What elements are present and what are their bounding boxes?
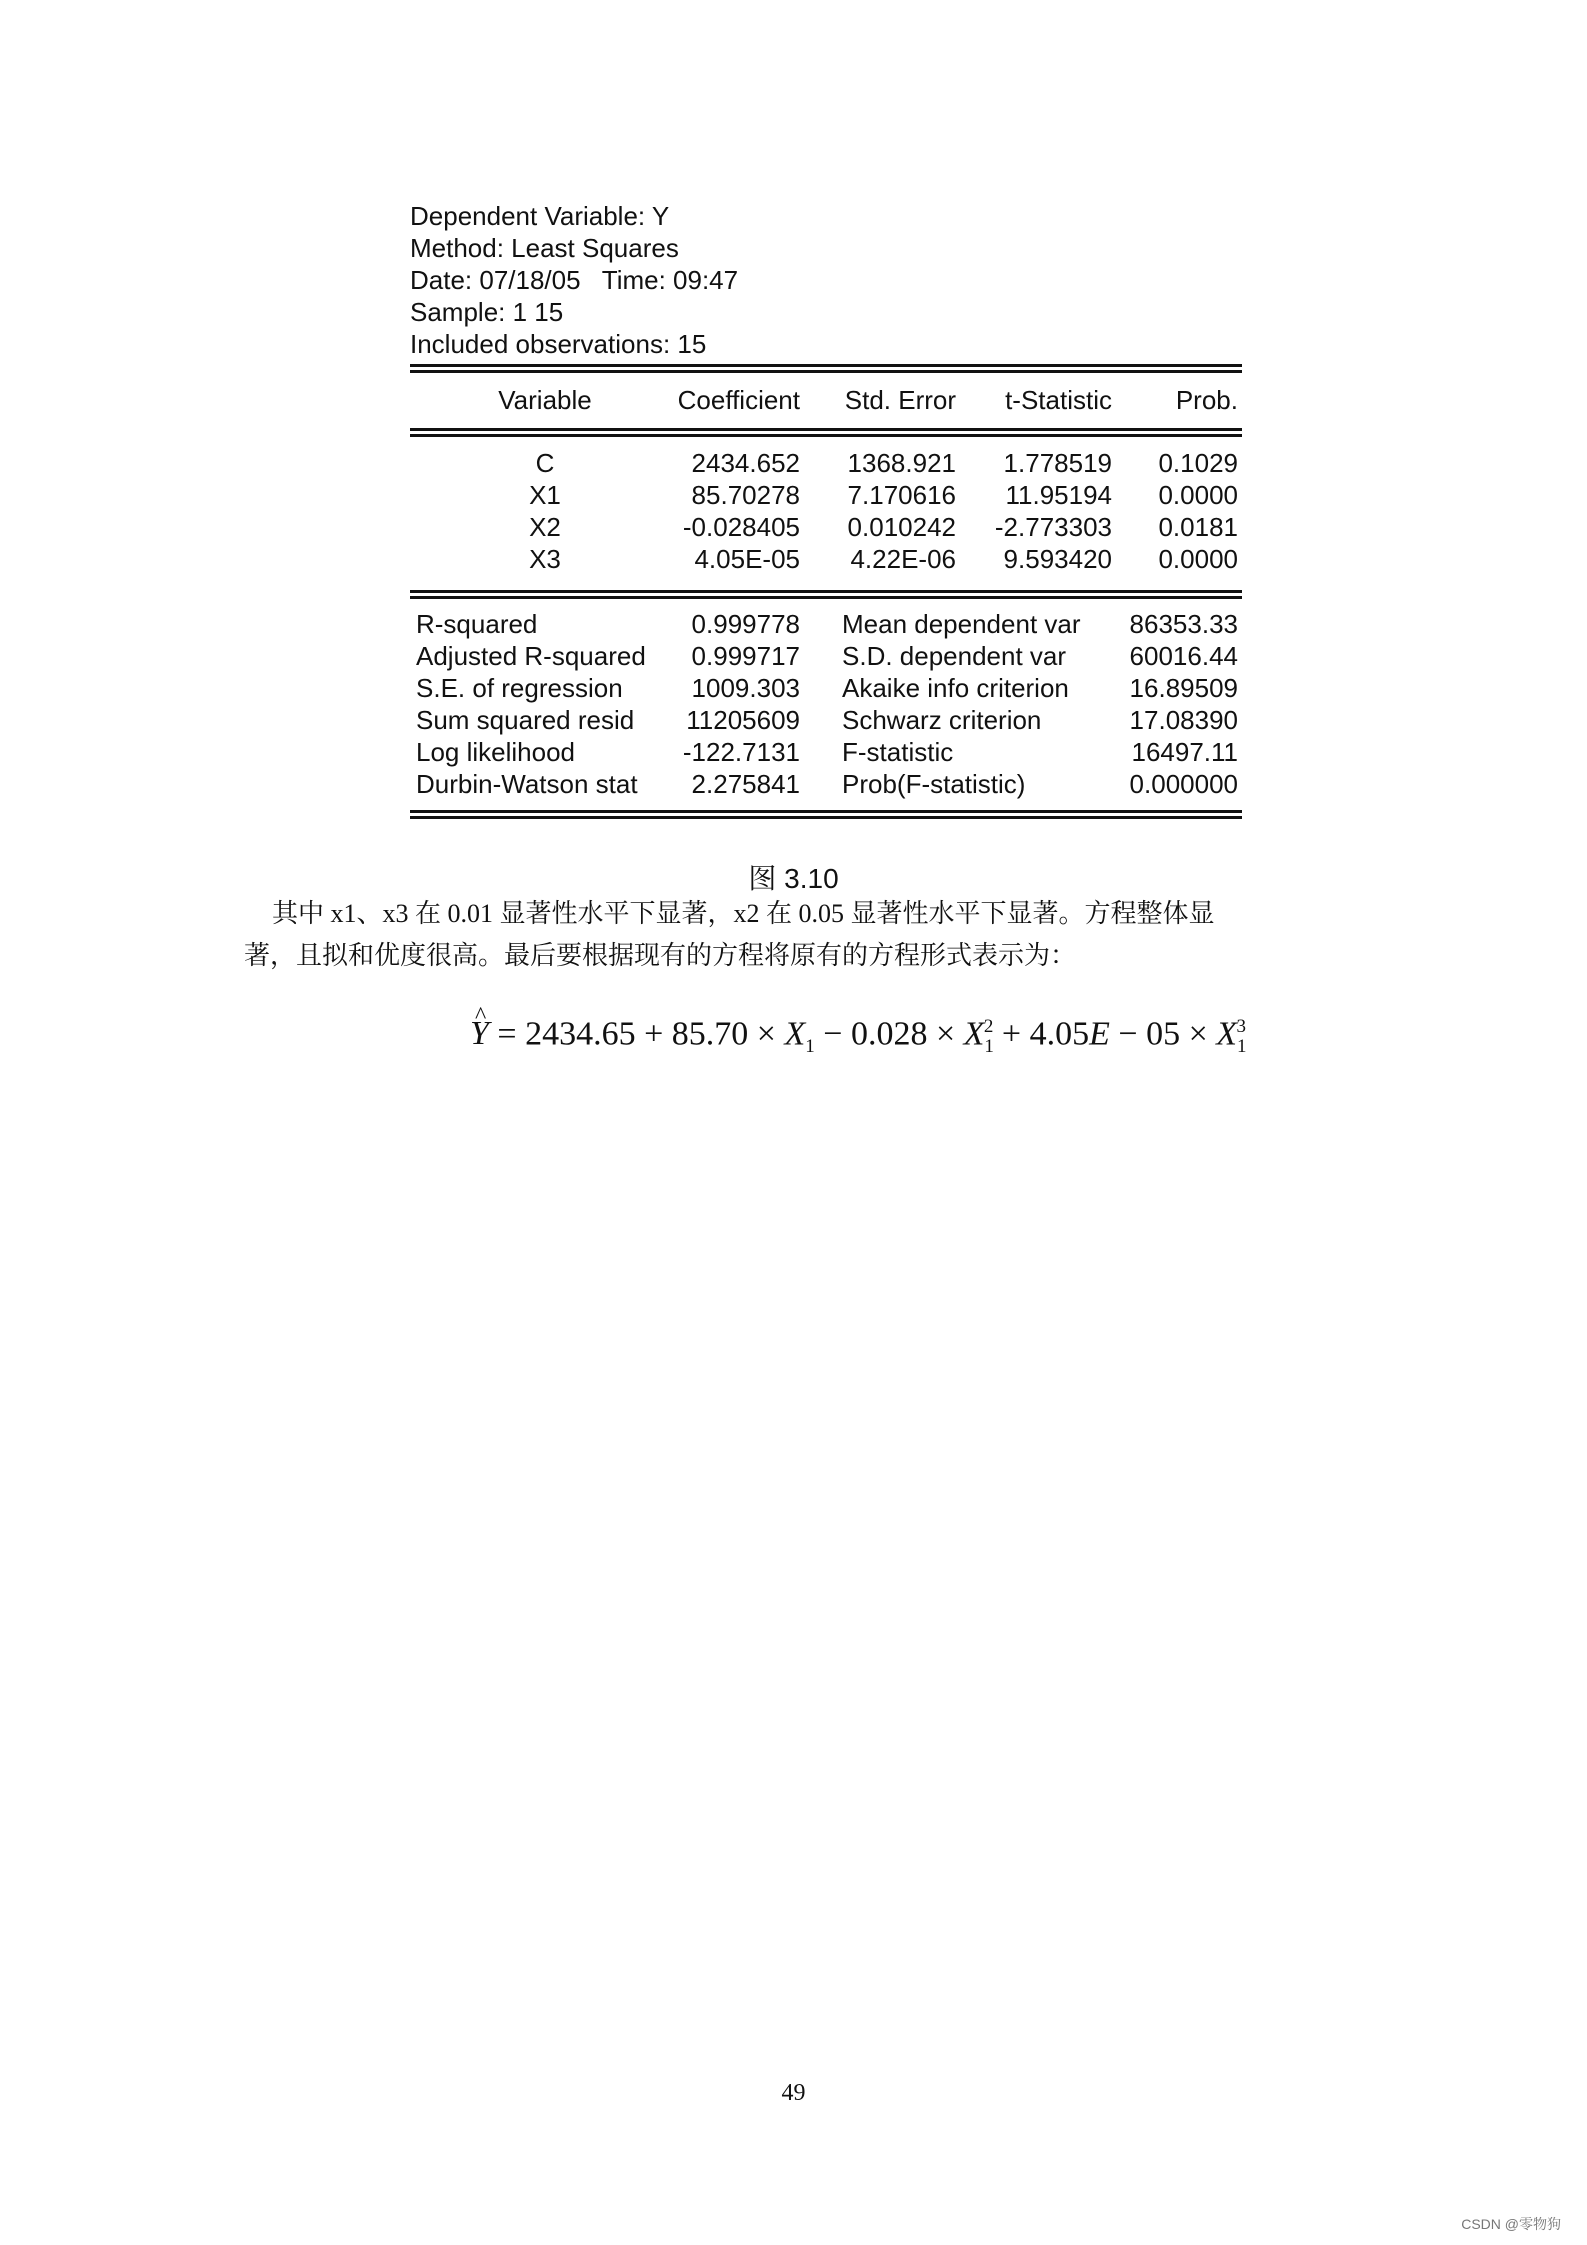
watermark: CSDN @零物狗 <box>1461 2216 1561 2232</box>
exponent-e: E <box>1089 1015 1110 1053</box>
minus-operator: − <box>1109 1015 1147 1053</box>
stat-value-right: 16.89509 <box>1129 673 1238 703</box>
stat-label-right: Prob(F-statistic) <box>842 769 1026 799</box>
date-time-line: Date: 07/18/05 Time: 09:47 <box>410 265 739 295</box>
subscript-1: 1 <box>1237 1036 1247 1058</box>
stat-value-left: -122.7131 <box>682 737 800 767</box>
paragraph-line-2: 著，且拟和优度很高。最后要根据现有的方程将原有的方程形式表示为： <box>244 941 1077 970</box>
t-statistic-value: 1.778519 <box>1003 448 1112 478</box>
x-variable: X <box>784 1015 806 1053</box>
stat-label-left: Adjusted R-squared <box>416 641 646 671</box>
table-top-rule <box>410 364 1242 373</box>
t-statistic-value: -2.773303 <box>994 512 1112 542</box>
paragraph-line-1: 其中 x1、x3 在 0.01 显著性水平下显著，x2 在 0.05 显著性水平下显著。方程整体显 <box>272 899 1215 928</box>
prob-value: 0.0000 <box>1158 480 1238 510</box>
stat-value-left: 0.999717 <box>691 641 800 671</box>
stat-value-right: 16497.11 <box>1131 737 1238 767</box>
std-error-value: 4.22E-06 <box>850 544 956 574</box>
regression-equation <box>470 1005 1246 1069</box>
x2-coefficient: 0.028 <box>850 1015 928 1053</box>
header-rule <box>410 428 1242 437</box>
regression-table <box>410 364 1242 834</box>
x1-coefficient: 85.70 <box>671 1015 749 1053</box>
stat-value-left: 1009.303 <box>691 673 800 703</box>
method-line: Method: Least Squares <box>410 233 679 263</box>
stat-label-right: Akaike info criterion <box>842 673 1069 703</box>
stat-label-right: F-statistic <box>842 737 954 767</box>
col-header-t-statistic: t-Statistic <box>1005 385 1112 415</box>
prob-value: 0.0181 <box>1158 512 1238 542</box>
stat-value-right: 0.000000 <box>1129 769 1238 799</box>
col-header-prob: Prob. <box>1175 385 1238 415</box>
times-operator: × <box>1180 1015 1217 1053</box>
std-error-value: 7.170616 <box>847 480 956 510</box>
exponent-2: 2 <box>983 1016 994 1037</box>
t-statistic-value: 11.95194 <box>1005 480 1112 510</box>
stat-label-right: S.D. dependent var <box>842 641 1067 671</box>
sample-line: Sample: 1 15 <box>410 297 564 327</box>
stat-value-left: 0.999778 <box>691 609 800 639</box>
times-operator: × <box>748 1015 785 1053</box>
x-variable: X <box>1216 1015 1238 1053</box>
prob-value: 0.1029 <box>1158 448 1238 478</box>
std-error-value: 1368.921 <box>847 448 956 478</box>
coefficient-value: 2434.652 <box>691 448 800 478</box>
stat-label-right: Mean dependent var <box>842 609 1081 639</box>
variable-name: X3 <box>529 544 561 574</box>
stat-value-left: 11205609 <box>686 705 800 735</box>
x-variable: X <box>963 1015 985 1053</box>
stat-value-right: 86353.33 <box>1129 609 1238 639</box>
stat-label-left: R-squared <box>416 609 538 639</box>
stat-value-right: 60016.44 <box>1129 641 1238 671</box>
plus-operator: + <box>635 1015 672 1053</box>
eviews-output <box>410 200 1242 799</box>
stat-label-right: Schwarz criterion <box>842 705 1042 735</box>
t-statistic-value: 9.593420 <box>1003 544 1112 574</box>
table-bottom-rule <box>410 810 1242 819</box>
times-operator: × <box>927 1015 964 1053</box>
col-header-std-error: Std. Error <box>844 385 956 415</box>
dependent-variable-line: Dependent Variable: Y <box>410 201 670 231</box>
stats-rule <box>410 590 1242 599</box>
y-hat-symbol: ^ Y <box>470 1012 489 1056</box>
coefficient-value: 4.05E-05 <box>694 544 800 574</box>
intercept-term: 2434.65 <box>525 1015 636 1053</box>
stat-label-left: Log likelihood <box>416 737 576 767</box>
stat-value-left: 2.275841 <box>691 769 800 799</box>
exponent-value: 05 <box>1146 1015 1181 1053</box>
col-header-variable: Variable <box>498 385 592 415</box>
subscript-1: 1 <box>984 1036 994 1058</box>
std-error-value: 0.010242 <box>847 512 956 542</box>
subscript-1: 1 <box>805 1036 815 1058</box>
minus-operator: − <box>814 1015 851 1053</box>
figure-caption: 图 3.10 <box>748 863 839 894</box>
page-number: 49 <box>781 2080 806 2106</box>
x3-coefficient-mantissa: 4.05 <box>1029 1015 1090 1053</box>
col-header-coefficient: Coefficient <box>677 385 800 415</box>
equals-sign: = <box>488 1015 526 1053</box>
stat-value-right: 17.08390 <box>1129 705 1238 735</box>
stat-label-left: Durbin-Watson stat <box>416 769 638 799</box>
prob-value: 0.0000 <box>1158 544 1238 574</box>
variable-name: C <box>535 448 555 478</box>
coefficient-value: -0.028405 <box>682 512 800 542</box>
stat-label-left: Sum squared resid <box>416 705 635 735</box>
coefficient-value: 85.70278 <box>691 480 800 510</box>
variable-name: X2 <box>529 512 561 542</box>
variable-name: X1 <box>529 480 561 510</box>
plus-operator: + <box>993 1015 1030 1053</box>
stat-label-left: S.E. of regression <box>416 673 623 703</box>
exponent-3: 3 <box>1236 1016 1247 1037</box>
observations-line: Included observations: 15 <box>410 329 707 359</box>
